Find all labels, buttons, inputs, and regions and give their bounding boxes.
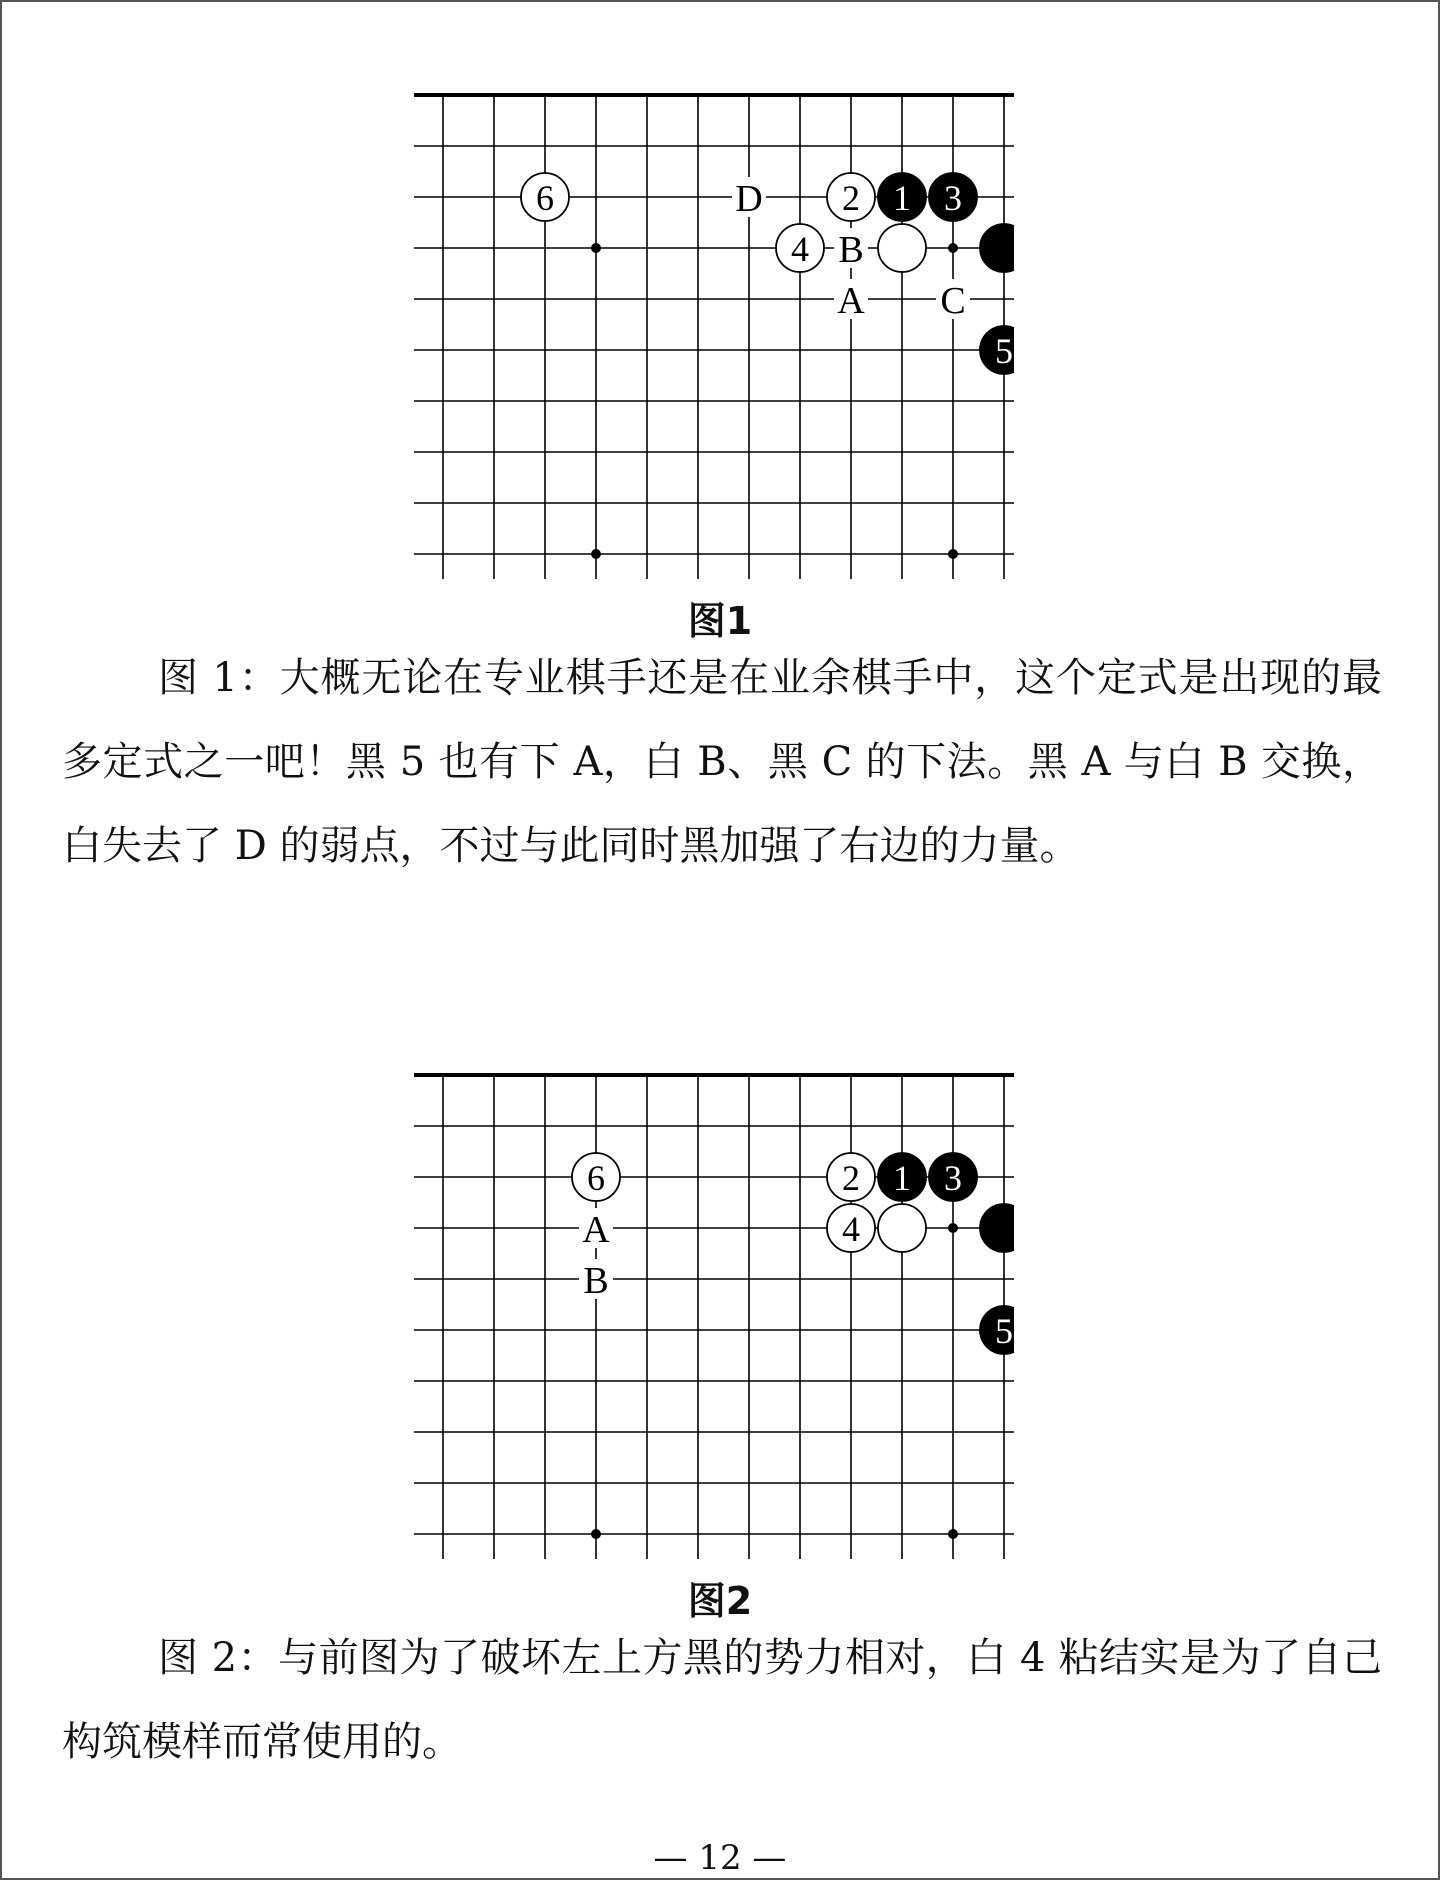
svg-text:4: 4	[842, 1209, 860, 1249]
black-stone	[980, 224, 1014, 272]
black-stone-3	[929, 1153, 977, 1201]
svg-text:B: B	[838, 229, 864, 271]
svg-text:3: 3	[944, 178, 962, 218]
white-stone-2	[827, 1153, 875, 1201]
svg-text:A: A	[837, 280, 865, 322]
star-point	[591, 1529, 601, 1539]
star-point	[948, 1529, 958, 1539]
figure-1-caption: 图1	[687, 599, 753, 643]
svg-text:5: 5	[995, 331, 1013, 371]
svg-text:C: C	[940, 280, 966, 322]
svg-text:5: 5	[995, 1311, 1013, 1351]
figure-2-caption: 图2	[687, 1579, 753, 1623]
svg-text:B: B	[583, 1260, 609, 1302]
black-stone-1	[878, 1153, 926, 1201]
black-stone	[980, 1204, 1014, 1252]
white-stone-2	[827, 173, 875, 221]
svg-text:1: 1	[893, 1158, 911, 1198]
white-stone-6	[521, 173, 569, 221]
board-svg-1	[414, 92, 1014, 592]
svg-text:D: D	[735, 178, 763, 220]
svg-text:A: A	[582, 1209, 610, 1251]
white-stone-4	[776, 224, 824, 272]
figure-2-commentary: 图 2：与前图为了破坏左上方黑的势力相对，白 4 粘结实是为了自己构筑模样而常使用的。	[62, 1635, 1382, 1765]
board-mark-B	[834, 228, 868, 271]
board-mark-B	[579, 1259, 613, 1302]
star-point	[948, 1223, 958, 1233]
board-svg-2	[414, 1072, 1014, 1572]
white-stone	[878, 224, 926, 272]
board-mark-A	[579, 1208, 613, 1251]
svg-text:6: 6	[536, 178, 554, 218]
figure-1-commentary: 图 1：大概无论在专业棋手还是在业余棋手中，这个定式是出现的最多定式之一吧！黑 5 也有下 A，白 B、黑 C 的下法。黑 A 与白 B 交换，白失去了 D 的弱点，不过与此同时黑加强了右边的力量。	[62, 655, 1382, 869]
white-stone	[878, 1204, 926, 1252]
page-number: — 12 —	[653, 1838, 787, 1878]
svg-text:3: 3	[944, 1158, 962, 1198]
svg-text:1: 1	[893, 178, 911, 218]
star-point	[948, 549, 958, 559]
black-stone-5	[980, 326, 1014, 374]
board-mark-D	[732, 177, 766, 220]
svg-text:2: 2	[842, 178, 860, 218]
star-point	[591, 243, 601, 253]
white-stone-6	[572, 1153, 620, 1201]
svg-text:2: 2	[842, 1158, 860, 1198]
svg-text:6: 6	[587, 1158, 605, 1198]
star-point	[948, 243, 958, 253]
star-point	[591, 549, 601, 559]
white-stone-4	[827, 1204, 875, 1252]
go-board-figure-1	[414, 92, 1014, 592]
board-mark-A	[834, 279, 868, 322]
black-stone-3	[929, 173, 977, 221]
black-stone-5	[980, 1306, 1014, 1354]
go-board-figure-2	[414, 1072, 1014, 1572]
black-stone-1	[878, 173, 926, 221]
svg-text:4: 4	[791, 229, 809, 269]
board-mark-C	[936, 279, 970, 322]
